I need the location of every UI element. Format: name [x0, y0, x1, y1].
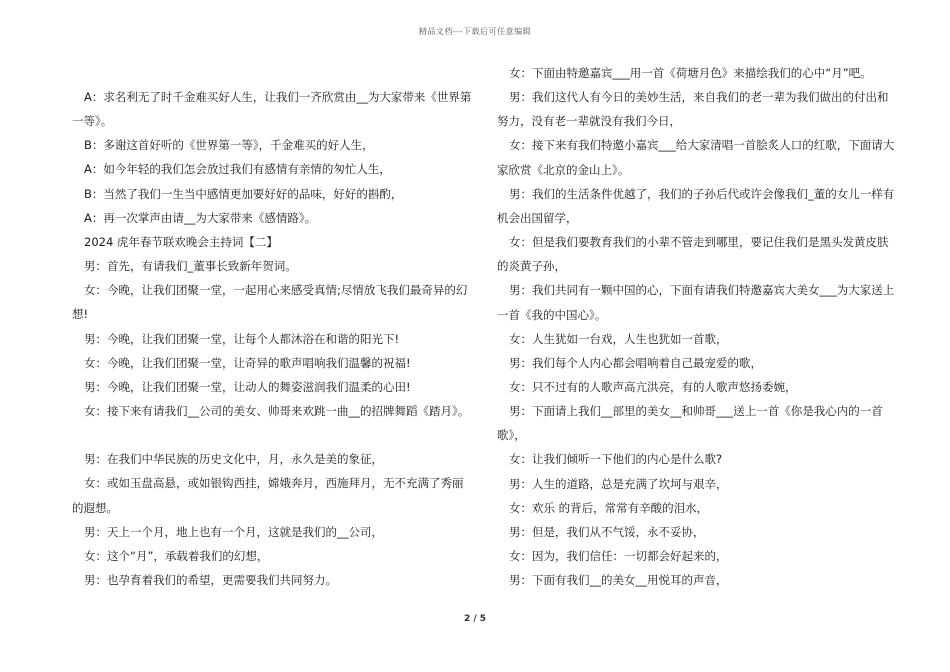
text-line: 女：今晚，让我们团聚一堂，让奇异的歌声唱响我们温馨的祝福! [84, 355, 411, 370]
text-line: 女：人生犹如一台戏，人生也犹如一首歌， [509, 331, 728, 346]
text-line: 男：人生的道路，总是充满了坎坷与艰辛， [509, 476, 728, 491]
text-line: 努力，没有老一辈就没有我们今日， [497, 114, 681, 129]
text-line: 男：天上一个月，地上也有一个月，这就是我们的__公司， [84, 524, 383, 539]
page-number: 2 / 5 [463, 614, 487, 624]
text-line: 女：今晚，让我们团聚一堂，一起用心来感受真情;尽情放飞我们最奇异的幻 [84, 283, 468, 298]
text-line: 女：但是我们要教育我们的小辈不管走到哪里，要记住我们是黑头发黄皮肤 [509, 235, 889, 250]
text-line: 男：我们每个人内心都会唱响着自己最宠爱的歌， [509, 355, 762, 370]
text-line: 家欣赏《北京的金山上》。 [497, 162, 630, 177]
text-line: 女：让我们倾听一下他们的内心是什么歌? [509, 452, 723, 467]
text-line: 男：我们这代人有今日的美妙生活，来自我们的老一辈为我们做出的付出和 [509, 90, 889, 105]
text-line: 男：在我们中华民族的历史文化中，月，永久是美的象征， [84, 452, 383, 467]
text-line: 一首《我的中国心》。 [497, 307, 607, 322]
text-line: 的遐想。 [72, 500, 118, 515]
text-line: 男：下面请上我们__部里的美女__和帅哥___送上一首《你是我心内的一首 [509, 404, 883, 419]
text-line: A：再一次掌声由请__为大家带来《感情路》。 [84, 210, 317, 225]
text-line: 男：我们共同有一颗中国的心，下面有请我们特邀嘉宾大美女___为大家送上 [509, 283, 895, 298]
text-line: A：如今年轻的我们怎会放过我们有感情有亲情的匆忙人生， [84, 162, 391, 177]
text-line: 男：我们的生活条件优越了，我们的子孙后代或许会像我们_董的女儿一样有 [509, 186, 895, 201]
text-line: 男：也孕育着我们的希望，更需要我们共同努力。 [84, 573, 337, 587]
text-line: 男：今晚，让我们团聚一堂，让每个人都沐浴在和谐的阳光下! [84, 331, 400, 346]
text-line: 男：下面有我们__的美女__用悦耳的声音， [509, 573, 728, 588]
text-line: 男：首先，有请我们_董事长致新年贺词。 [84, 259, 297, 274]
text-line: 女：下面由特邀嘉宾___用一首《荷塘月色》来描绘我们的心中“月”吧。 [509, 66, 872, 80]
text-line: A：求名利无了时千金难买好人生，让我们一齐欣赏由__为大家带来《世界第 [84, 90, 472, 104]
text-line: 女：欢乐 的背后，常常有辛酸的泪水， [509, 500, 709, 515]
text-line: 女：接下来有请我们__公司的美女、帅哥来欢跳一曲__的招牌舞蹈《踏月》。 [84, 403, 470, 418]
text-line: 男：今晚，让我们团聚一堂，让动人的舞姿滋润我们温柔的心田! [84, 379, 411, 394]
text-line: 女：或如玉盘高悬，或如银钩西挂，嫦娥奔月，西施拜月，无不充满了秀丽 [84, 476, 464, 491]
text-line: 女：因为，我们信任：一切都会好起来的， [509, 549, 728, 563]
text-line: 歌》， [497, 428, 526, 443]
text-line: 女：接下来有我们特邀小嘉宾___给大家清唱一首脍炙人口的红歌，下面请大 [509, 138, 895, 153]
text-line: 女：只不过有的人歌声高亢洪亮，有的人歌声悠扬委婉， [509, 379, 797, 394]
text-line: 女：这个“月”，承载着我们的幻想， [84, 548, 269, 563]
text-line: 机会出国留学， [497, 210, 578, 225]
text-line: 一等》。 [72, 114, 113, 129]
text-line: 的炎黄子孙， [497, 259, 566, 274]
text-line: B：当然了我们一生当中感情更加要好好的品味，好好的斟酌， [84, 186, 403, 201]
text-line: 想! [72, 307, 89, 322]
page-header: 精品文档---下载后可任意编辑 [418, 27, 532, 36]
text-line: B：多谢这首好听的《世界第一等》，千金难买的好人生， [84, 138, 374, 153]
text-line: 2024 虎年春节联欢晚会主持词【二】 [84, 234, 278, 249]
text-line: 男：但是，我们从不气馁，永不妥协， [509, 524, 705, 539]
